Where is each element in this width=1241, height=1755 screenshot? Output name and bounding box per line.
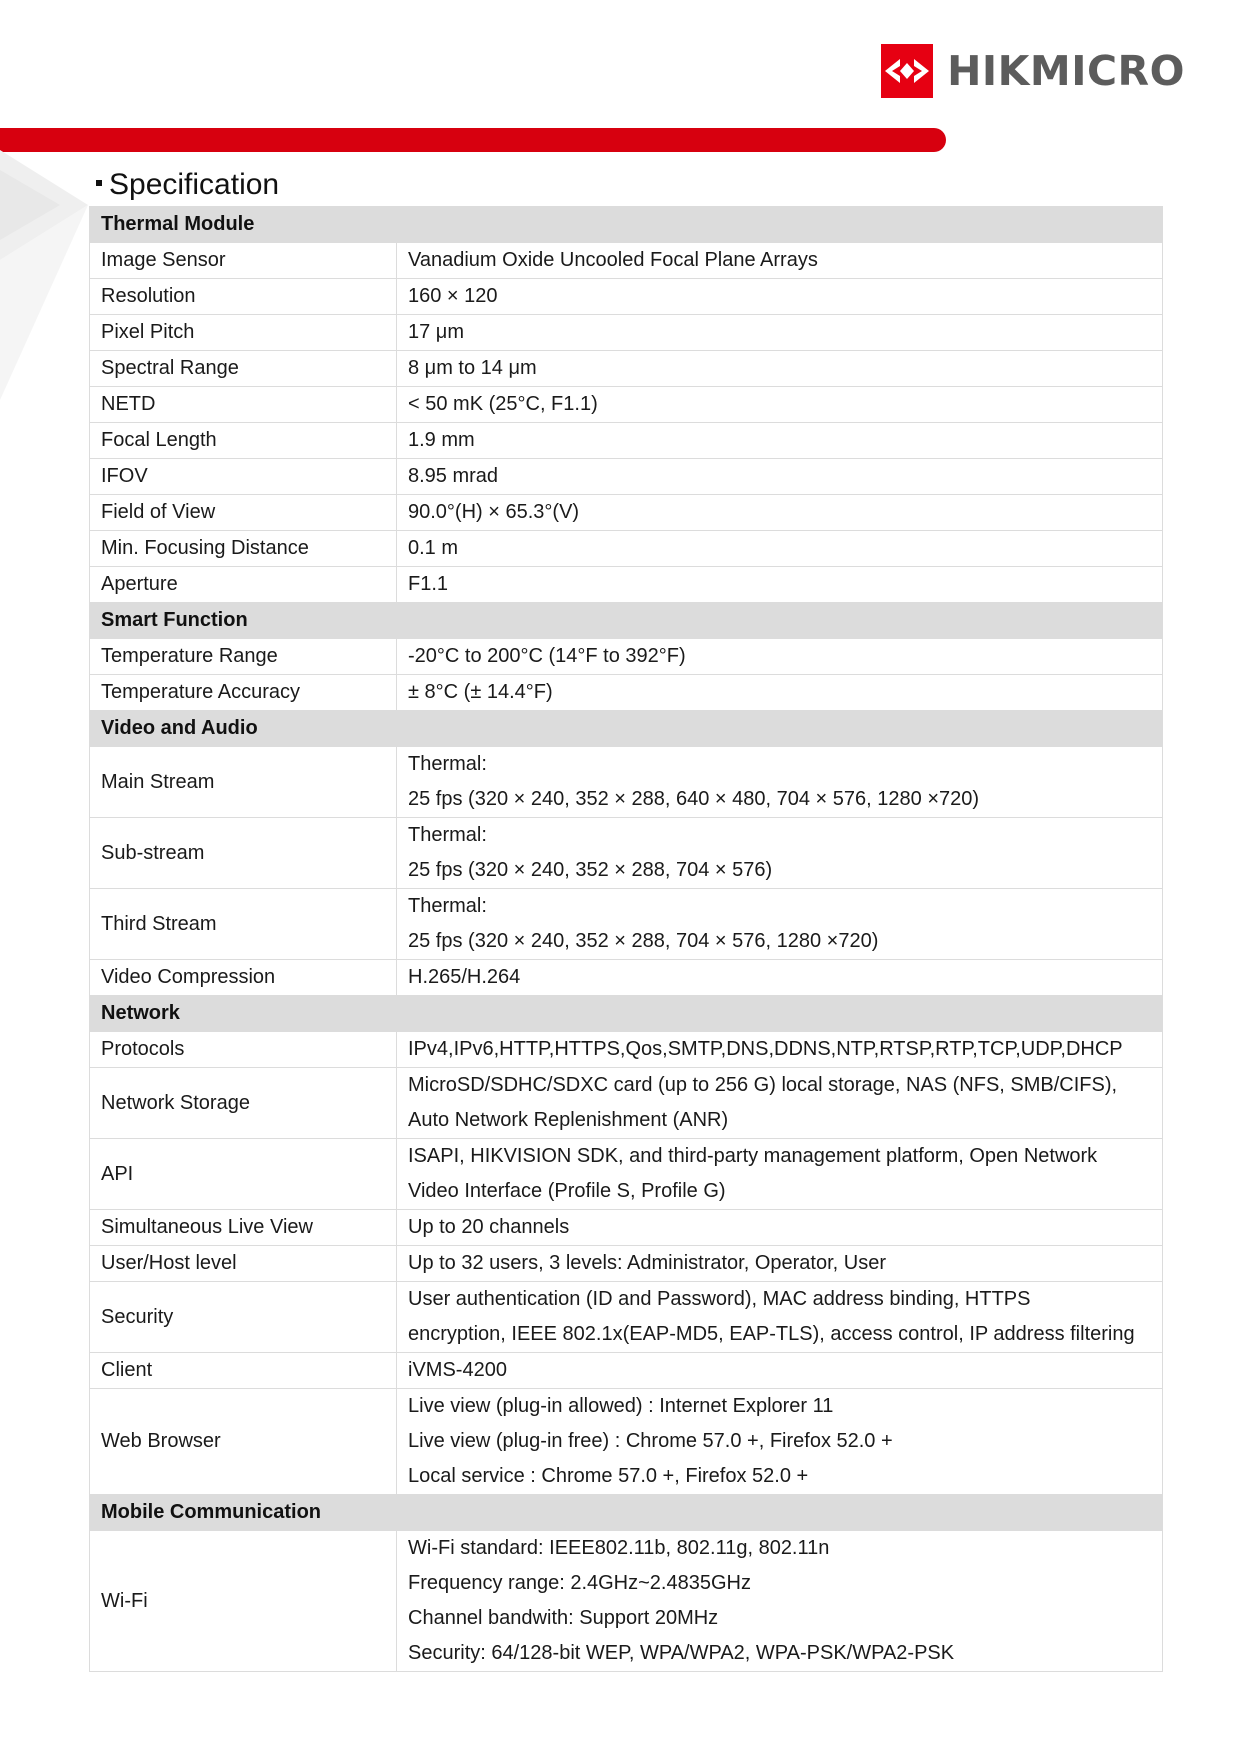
spec-label: Sub-stream [90,818,397,889]
spec-value [397,960,1163,996]
spec-value-line: Security: 64/128-bit WEP, WPA/WPA2, WPA-PSK/WPA2-PSK [408,1642,955,1664]
spec-value-line: Up to 32 users, 3 levels: Administrator, Operator, User [408,1252,886,1274]
spec-label: Network Storage [90,1068,397,1139]
table-row [90,423,1163,459]
spec-value [397,1032,1163,1068]
spec-value [397,675,1163,711]
spec-value [397,1068,1163,1139]
spec-value-line: Frequency range: 2.4GHz~2.4835GHz [408,1572,751,1594]
table-row [90,531,1163,567]
spec-label: Main Stream [90,747,397,818]
spec-value-line: Thermal: [408,753,487,775]
table-row [90,459,1163,495]
spec-value-line: Vanadium Oxide Uncooled Focal Plane Arrays [408,249,818,271]
spec-value [397,889,1163,960]
spec-value-line: 1.9 mm [408,429,475,451]
spec-value [397,387,1163,423]
title-bullet-icon [96,180,102,186]
table-row [90,351,1163,387]
spec-label: Temperature Accuracy [90,675,397,711]
spec-value-line: 17 μm [408,321,464,343]
decorative-triangles-icon [0,150,90,400]
spec-value-line: IPv4,IPv6,HTTP,HTTPS,Qos,SMTP,DNS,DDNS,NTP,RTSP,RTP,TCP,UDP,DHCP [408,1038,1123,1060]
page-title [96,168,279,202]
spec-value-line: Channel bandwith: Support 20MHz [408,1607,719,1629]
table-row [90,1210,1163,1246]
spec-label: Resolution [90,279,397,315]
table-row [90,889,1163,960]
table-row [90,639,1163,675]
spec-value-line: 8.95 mrad [408,465,499,487]
spec-label: Field of View [90,495,397,531]
table-row [90,1032,1163,1068]
spec-value [397,567,1163,603]
section-header [90,603,1163,639]
spec-value-line: 90.0°(H) × 65.3°(V) [408,501,580,523]
spec-label: Image Sensor [90,243,397,279]
spec-value-line: MicroSD/SDHC/SDXC card (up to 256 G) local storage, NAS (NFS, SMB/CIFS), [408,1074,1118,1096]
table-row [90,1139,1163,1210]
spec-value [397,423,1163,459]
table-row [90,960,1163,996]
hikmicro-logo-icon [881,44,933,98]
spec-value [397,495,1163,531]
spec-value [397,1389,1163,1495]
table-row [90,747,1163,818]
spec-value-line: Wi-Fi standard: IEEE802.11b, 802.11g, 802.11n [408,1537,830,1559]
spec-value [397,315,1163,351]
table-row [90,1389,1163,1495]
spec-value [397,279,1163,315]
table-row [90,315,1163,351]
spec-label: Security [90,1282,397,1353]
spec-value-line: 160 × 120 [408,285,498,307]
table-row [90,1068,1163,1139]
spec-value [397,459,1163,495]
table-row [90,567,1163,603]
spec-value-line: 25 fps (320 × 240, 352 × 288, 640 × 480, 704 × 576, 1280 ×720) [408,788,980,810]
spec-label: Third Stream [90,889,397,960]
spec-value [397,639,1163,675]
spec-value-line: 25 fps (320 × 240, 352 × 288, 704 × 576, 1280 ×720) [408,930,879,952]
spec-label: Pixel Pitch [90,315,397,351]
spec-value-line: Local service : Chrome 57.0 +, Firefox 52.0 + [408,1465,809,1487]
spec-label: Temperature Range [90,639,397,675]
spec-value [397,531,1163,567]
spec-label: NETD [90,387,397,423]
section-header [90,996,1163,1032]
spec-label: API [90,1139,397,1210]
spec-value-line: Thermal: [408,824,487,846]
spec-value-line: -20°C to 200°C (14°F to 392°F) [408,645,686,667]
spec-label: Wi-Fi [90,1531,397,1672]
spec-value [397,818,1163,889]
table-row [90,387,1163,423]
section-title: Mobile Communication [90,1495,1163,1531]
table-row [90,495,1163,531]
spec-value-line: Live view (plug-in free) : Chrome 57.0 +, Firefox 52.0 + [408,1430,893,1452]
spec-label: Spectral Range [90,351,397,387]
spec-value [397,747,1163,818]
spec-label: Simultaneous Live View [90,1210,397,1246]
spec-value-line: ISAPI, HIKVISION SDK, and third-party management platform, Open Network [408,1145,1098,1167]
table-row [90,1282,1163,1353]
section-title: Video and Audio [90,711,1163,747]
table-row [90,675,1163,711]
spec-value-line: < 50 mK (25°C, F1.1) [408,393,598,415]
brand-name: HIKMICRO [947,47,1185,95]
table-row [90,1531,1163,1672]
spec-value-line: User authentication (ID and Password), MAC address binding, HTTPS [408,1288,1031,1310]
spec-value-line: H.265/H.264 [408,966,521,988]
spec-label: Focal Length [90,423,397,459]
spec-label: Aperture [90,567,397,603]
spec-value [397,1353,1163,1389]
spec-label: Min. Focusing Distance [90,531,397,567]
spec-value-line: Thermal: [408,895,487,917]
spec-label: Client [90,1353,397,1389]
spec-value-line: encryption, IEEE 802.1x(EAP-MD5, EAP-TLS), access control, IP address filtering [408,1323,1135,1345]
section-title: Thermal Module [90,207,1163,243]
table-row [90,1246,1163,1282]
spec-label: User/Host level [90,1246,397,1282]
spec-value-line: F1.1 [408,573,449,595]
spec-value [397,1282,1163,1353]
spec-value-line: Video Interface (Profile S, Profile G) [408,1180,726,1202]
spec-value [397,351,1163,387]
spec-value-line: iVMS-4200 [408,1359,507,1381]
spec-value [397,1531,1163,1672]
spec-value-line: Up to 20 channels [408,1216,570,1238]
section-header [90,711,1163,747]
spec-value [397,1210,1163,1246]
table-row [90,279,1163,315]
section-header [90,207,1163,243]
table-row [90,1353,1163,1389]
spec-label: IFOV [90,459,397,495]
spec-value-line: Live view (plug-in allowed) : Internet Explorer 11 [408,1395,834,1417]
spec-value-line: 8 μm to 14 μm [408,357,537,379]
spec-value-line: 0.1 m [408,537,459,559]
spec-value-line: 25 fps (320 × 240, 352 × 288, 704 × 576) [408,859,773,881]
spec-value-line: Auto Network Replenishment (ANR) [408,1109,729,1131]
spec-label: Protocols [90,1032,397,1068]
page-title-text: Specification [109,168,280,201]
spec-value [397,1139,1163,1210]
section-title: Smart Function [90,603,1163,639]
spec-label: Video Compression [90,960,397,996]
spec-value-line: ± 8°C (± 14.4°F) [408,681,553,703]
spec-value [397,1246,1163,1282]
section-title: Network [90,996,1163,1032]
brand-logo [881,44,1185,98]
header-red-bar [0,128,946,152]
spec-label: Web Browser [90,1389,397,1495]
table-row [90,243,1163,279]
spec-table [89,206,1163,1672]
table-row [90,818,1163,889]
section-header [90,1495,1163,1531]
spec-value [397,243,1163,279]
